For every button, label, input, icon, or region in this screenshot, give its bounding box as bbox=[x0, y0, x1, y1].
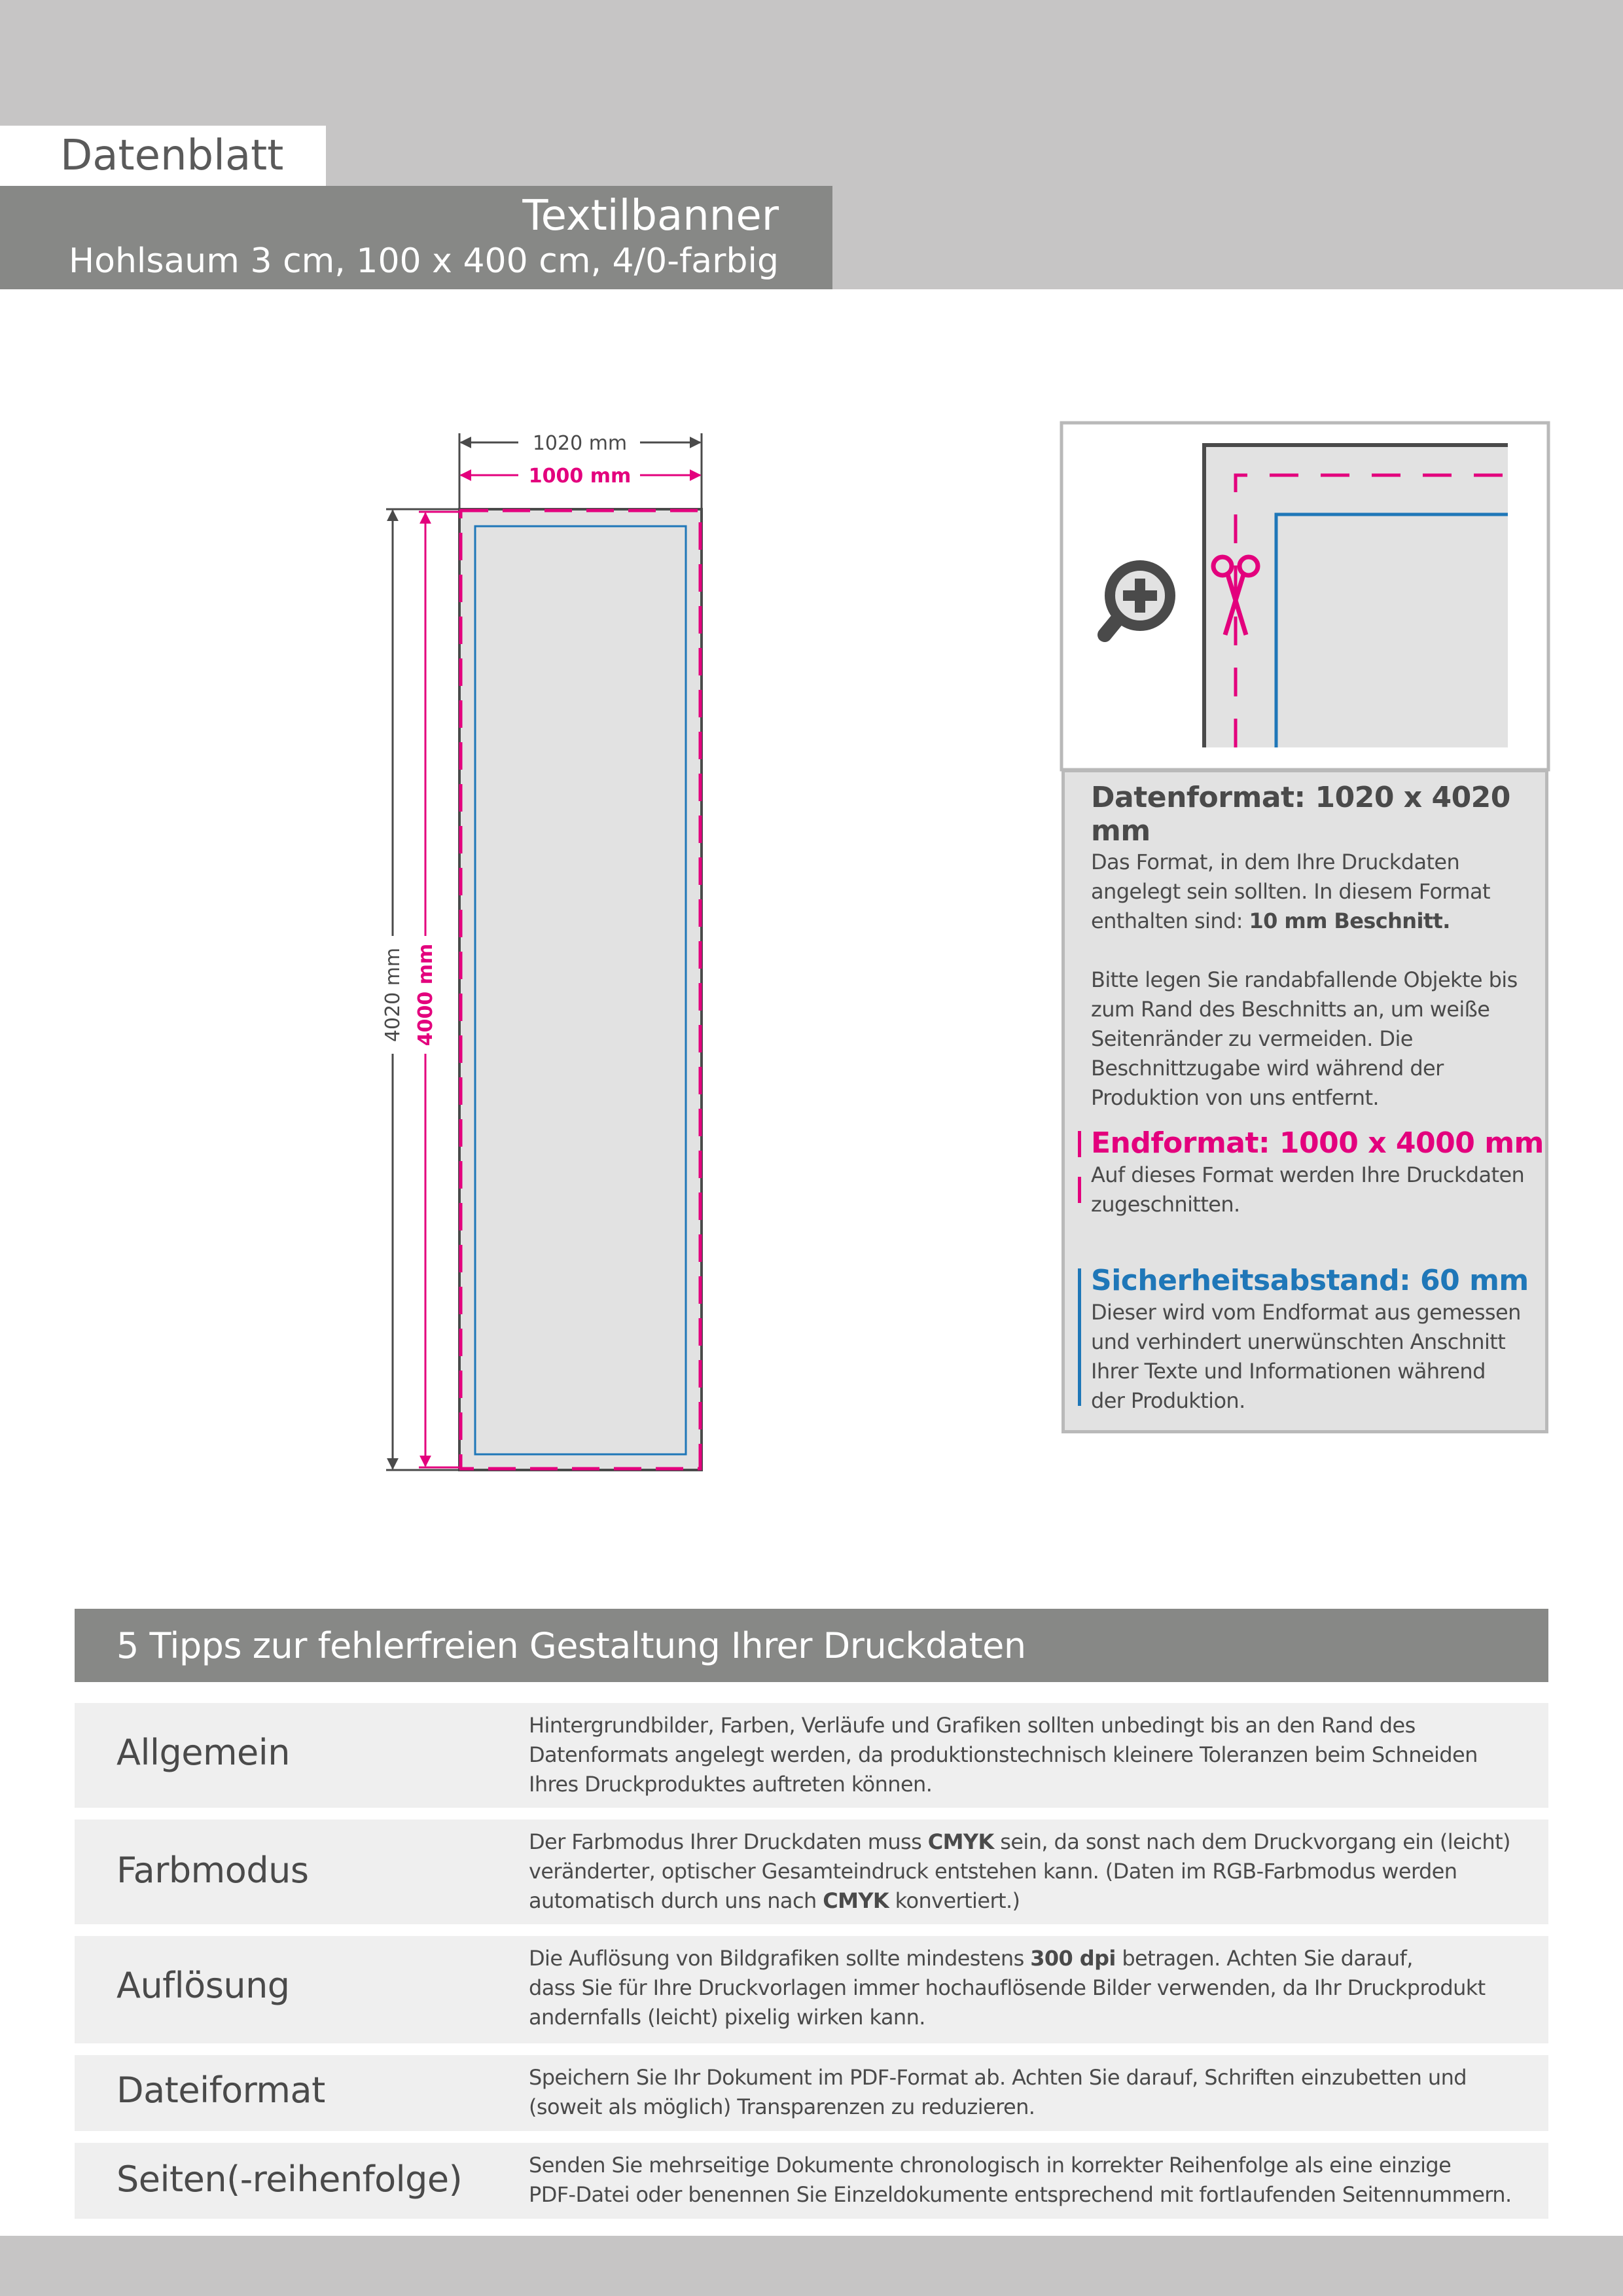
datenformat-para2-line-1: Bitte legen Sie randabfallende Objekte bis bbox=[1091, 967, 1518, 993]
sicherheitsabstand-block bbox=[1091, 1265, 1549, 1416]
tip-aufloesung-line-1 bbox=[529, 1944, 1537, 1973]
info-panel bbox=[1061, 770, 1548, 1433]
tip-farbmodus-line-1-c: sein, da sonst nach dem Druckvorgang ein (leicht) bbox=[993, 1829, 1510, 1854]
datenformat-heading: Datenformat: 1020 x 4020 mm bbox=[1091, 781, 1510, 848]
datenformat-line-3 bbox=[1091, 906, 1549, 936]
datenformat-para2-line-2: zum Rand des Beschnitts an, um weiße bbox=[1091, 997, 1490, 1022]
tip-farbmodus-line-3 bbox=[529, 1886, 1537, 1916]
tip-allgemein-line-2: Datenformats angelegt werden, da produktionstechnisch kleinere Toleranzen beim Schneiden bbox=[529, 1742, 1478, 1767]
endformat-block bbox=[1091, 1127, 1549, 1219]
width-final-label: 1000 mm bbox=[528, 465, 632, 488]
tip-allgemein-line-3: Ihres Druckproduktes auftreten können. bbox=[529, 1772, 933, 1797]
tip-dateiformat-line-2: (soweit als möglich) Transparenzen zu reduzieren. bbox=[529, 2094, 1035, 2119]
tip-allgemein-line-1: Hintergrundbilder, Farben, Verläufe und Grafiken sollten unbedingt bis an den Rand des bbox=[529, 1713, 1416, 1738]
sicherheitsabstand-heading: Sicherheitsabstand: 60 mm bbox=[1091, 1264, 1529, 1297]
sicherheitsabstand-line-1: Dieser wird vom Endformat aus gemessen bbox=[1091, 1299, 1521, 1325]
sicherheitsabstand-marker bbox=[1078, 1268, 1081, 1406]
endformat-marker-bottom bbox=[1078, 1177, 1081, 1203]
tip-farbmodus-line-3-a: automatisch durch uns nach bbox=[529, 1888, 823, 1913]
tip-seiten-line-2: PDF-Datei oder benennen Sie Einzeldokumente entsprechend mit fortlaufenden Seitennummern. bbox=[529, 2182, 1512, 2207]
sicherheitsabstand-line-2: und verhindert unerwünschten Anschnitt bbox=[1091, 1329, 1506, 1354]
tip-row-farbmodus bbox=[75, 1820, 1548, 1924]
tip-text-seiten bbox=[529, 2151, 1537, 2210]
tip-farbmodus-line-1-a: Der Farbmodus Ihrer Druckdaten muss bbox=[529, 1829, 928, 1854]
tips-title: 5 Tipps zur fehlerfreien Gestaltung Ihrer Druckdaten bbox=[116, 1624, 1026, 1666]
tip-farbmodus-line-1 bbox=[529, 1827, 1537, 1857]
tip-aufloesung-line-2: dass Sie für Ihre Druckvorlagen immer hochauflösende Bilder verwenden, da Ihr Druckprodukt bbox=[529, 1975, 1486, 2000]
tip-row-aufloesung bbox=[75, 1936, 1548, 2043]
product-subtitle: Hohlsaum 3 cm, 100 x 400 cm, 4/0-farbig bbox=[69, 241, 779, 281]
sicherheitsabstand-line-3: Ihrer Texte und Informationen während bbox=[1091, 1358, 1486, 1384]
width-total-label: 1020 mm bbox=[532, 432, 628, 455]
tip-label-aufloesung: Auflösung bbox=[116, 1965, 290, 2006]
tip-aufloesung-line-1-c: betragen. Achten Sie darauf, bbox=[1115, 1946, 1413, 1971]
tip-aufloesung-dpi: 300 dpi bbox=[1030, 1946, 1116, 1971]
magnifier-plus-icon bbox=[1105, 565, 1170, 635]
height-final-label: 4000 mm bbox=[414, 943, 437, 1047]
tip-label-farbmodus: Farbmodus bbox=[116, 1850, 309, 1891]
tip-farbmodus-cmyk-2: CMYK bbox=[823, 1888, 889, 1913]
datenformat-bleed-value: 10 mm Beschnitt. bbox=[1249, 908, 1450, 934]
endformat-line-2: zugeschnitten. bbox=[1091, 1191, 1240, 1217]
datenformat-line-1: Das Format, in dem Ihre Druckdaten bbox=[1091, 850, 1460, 875]
tip-farbmodus-cmyk-1: CMYK bbox=[927, 1829, 994, 1854]
document-label-text: Datenblatt bbox=[60, 132, 284, 180]
datenformat-para2-line-5: Produktion von uns entfernt. bbox=[1091, 1085, 1379, 1111]
endformat-heading: Endformat: 1000 x 4000 mm bbox=[1091, 1126, 1544, 1160]
tip-text-aufloesung bbox=[529, 1944, 1537, 2032]
tip-text-farbmodus bbox=[529, 1827, 1537, 1916]
sicherheitsabstand-line-4: der Produktion. bbox=[1091, 1388, 1245, 1413]
tip-label-allgemein: Allgemein bbox=[116, 1732, 290, 1773]
tip-farbmodus-line-2: veränderter, optischer Gesamteindruck entstehen kann. (Daten im RGB-Farbmodus werden bbox=[529, 1859, 1457, 1884]
endformat-line-1: Auf dieses Format werden Ihre Druckdaten bbox=[1091, 1162, 1525, 1187]
tip-aufloesung-line-1-a: Die Auflösung von Bildgrafiken sollte mindestens bbox=[529, 1946, 1031, 1971]
tip-label-seiten: Seiten(-reihenfolge) bbox=[116, 2159, 463, 2200]
tip-farbmodus-line-3-c: konvertiert.) bbox=[889, 1888, 1020, 1913]
zoom-data-area bbox=[1203, 445, 1508, 747]
tip-seiten-line-1: Senden Sie mehrseitige Dokumente chronologisch in korrekter Reihenfolge als eine einzige bbox=[529, 2153, 1452, 2178]
tip-text-allgemein bbox=[529, 1711, 1537, 1799]
tip-row-allgemein bbox=[75, 1703, 1548, 1808]
datenformat-block bbox=[1091, 781, 1549, 1113]
tip-aufloesung-line-3: andernfalls (leicht) pixelig wirken kann. bbox=[529, 2005, 925, 2030]
datenformat-line-2: angelegt sein sollten. In diesem Format bbox=[1091, 879, 1490, 905]
tip-row-seiten bbox=[75, 2143, 1548, 2219]
tips-header bbox=[75, 1609, 1548, 1682]
tip-dateiformat-line-1: Speichern Sie Ihr Dokument im PDF-Format ab. Achten Sie darauf, Schriften einzubetten und bbox=[529, 2065, 1467, 2090]
datenformat-line-3-text: enthalten sind: bbox=[1091, 908, 1249, 934]
endformat-marker-top bbox=[1078, 1131, 1081, 1157]
height-total-label: 4020 mm bbox=[382, 947, 404, 1043]
datenformat-para2-line-4: Beschnittzugabe wird während der bbox=[1091, 1056, 1444, 1081]
tip-text-dateiformat bbox=[529, 2063, 1537, 2122]
tip-label-dateiformat: Dateiformat bbox=[116, 2070, 325, 2111]
datenformat-para2-line-3: Seitenränder zu vermeiden. Die bbox=[1091, 1026, 1413, 1052]
product-title: Textilbanner bbox=[522, 192, 779, 240]
tip-row-dateiformat bbox=[75, 2055, 1548, 2131]
data-format-area bbox=[459, 509, 702, 1470]
